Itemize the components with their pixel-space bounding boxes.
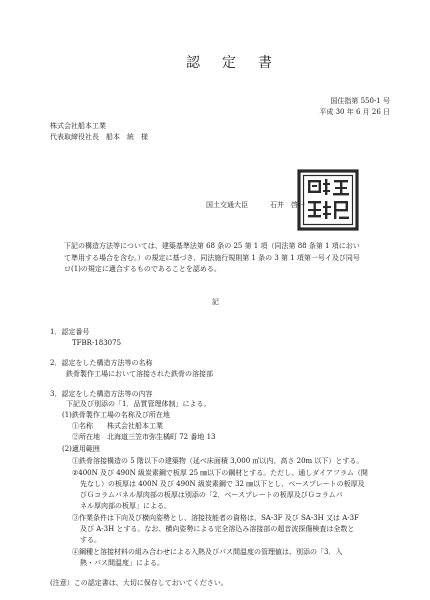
section-3-line: (1)鉄骨製作工場の名称及び所在地 (62, 411, 170, 419)
section-3-line: ②所在地 北海道三笠市弥生橘町 72 番地 13 (72, 433, 216, 441)
intro-line: 下記の構造方法等については、建築基準法第 68 条の 25 第 1 項（同法第 88 条第 1 項におい (64, 242, 360, 250)
recipient-representative: 代表取締役社長 船本 統 様 (50, 133, 148, 141)
section-3-line: ②400N 及び 490N 級炭素鋼で板厚 25 ㎜以下の鋼材とする。ただし、通しダイアフラム（開 (72, 469, 368, 477)
section-3-line: 熱・パス間温度」による。 (80, 559, 164, 567)
section-2-heading: 2．認定をした構造方法等の名称 (50, 359, 153, 367)
section-3-line: 先なし）の板厚は 400N 及び 490N 級炭素鋼で 32 ㎜以下とし、ベースプレートの板厚及 (80, 480, 365, 488)
section-3-line: ④鋼種と溶接材料の組み合わせによる入熱及びパス間温度の管理値は、別添の「3．入 (72, 548, 343, 556)
section-3-line: ネル厚肉部の板厚」による。 (80, 502, 171, 510)
storage-notice: (注意）この認定書は、大切に保存しておいてください。 (50, 579, 228, 587)
official-seal (296, 168, 360, 232)
section-3-line: ①名称 株式会社船本工業 (72, 422, 163, 430)
section-1-heading: 1．認定番号 (50, 328, 90, 336)
section-3-line: びＧコラムパネル厚肉部の板厚は別添の「2．ベースプレートの板厚及びＧコラムパ (80, 491, 343, 499)
section-3-line: ①鉄骨溶接構造の 5 階以下の建築物（延べ床面積 3,000 ㎡以内、高さ 20m 以下）とする。 (72, 457, 364, 465)
intro-line: ロ(1)の規定に適合するものであることを認める。 (64, 265, 221, 273)
document-date: 平成 30 年 6 月 26 日 (319, 108, 390, 116)
intro-paragraph (64, 241, 394, 276)
document-title: 認 定 書 (186, 55, 276, 71)
document-number: 国住指第 550-1 号 (330, 97, 390, 105)
section-3-line: 下記及び別添の「1．品質管理体制」による。 (66, 400, 211, 408)
structure-method-name: 鉄骨製作工場において溶接された鉄骨の溶接部 (66, 370, 213, 378)
ki-heading: 記 (212, 298, 219, 306)
certification-number: TFBR-183075 (72, 339, 122, 347)
section-3-line: (2)適用範囲 (62, 445, 100, 453)
intro-line: て準用する場合を含む。）の規定に基づき、同法施行規則第 1 条の 3 第 1 項第一号イ及び同号 (64, 253, 360, 262)
section-3-line: ③作業条件は下向及び横向姿勢とし、溶接技能者の資格は、SA-3F 及び SA-3H 又は A-3F (72, 514, 359, 522)
recipient-company: 株式会社船本工業 (50, 122, 106, 130)
section-3-line: 及び A-3H とする。なお、横向姿勢による完全溶込み溶接部の超音波探傷検査は全数と (80, 525, 355, 533)
issuer-name: 石井 啓一 (270, 201, 305, 209)
issuer-office: 国土交通大臣 (206, 201, 248, 209)
section-3-heading: 3．認定をした構造方法等の内容 (50, 390, 153, 398)
section-3-line: する。 (80, 536, 101, 544)
